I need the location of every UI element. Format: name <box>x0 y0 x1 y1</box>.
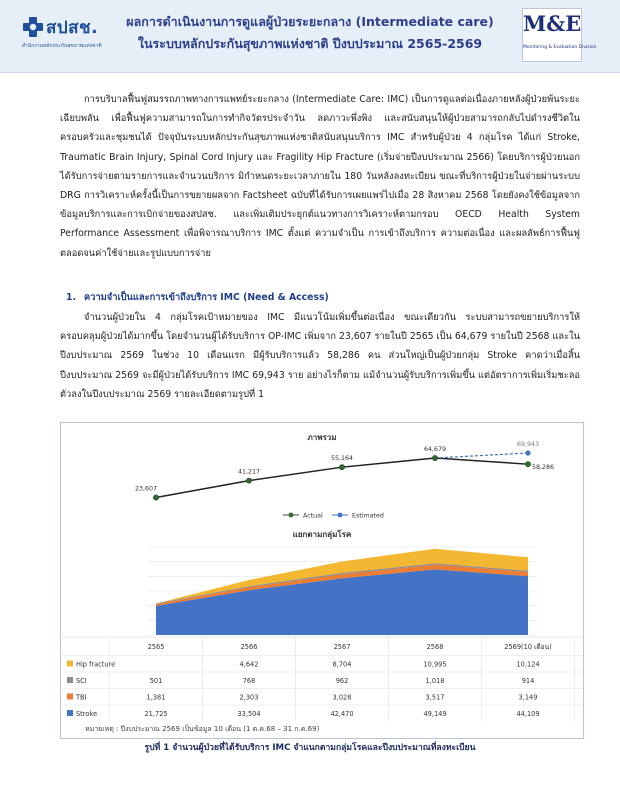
table-column-header: 2569(10 เดือน) <box>504 643 552 651</box>
legend-estimated-swatch <box>338 513 343 518</box>
actual-series-line <box>156 458 528 497</box>
table-legend-label: Hip fracture <box>76 660 116 669</box>
actual-point <box>525 462 530 467</box>
figure-panel <box>60 422 584 739</box>
me-logo-subtitle: Monitoring & Evaluation Division <box>523 45 597 50</box>
table-legend-label: Stroke <box>76 710 98 718</box>
table-cell-value: 10,124 <box>516 660 540 669</box>
estimated-point <box>525 450 530 455</box>
actual-value-label: 41,217 <box>237 468 261 476</box>
table-column-header: 2566 <box>240 643 258 651</box>
actual-value-label: 23,607 <box>134 485 158 493</box>
table-cell-value: 8,704 <box>332 660 352 669</box>
title-line-1: ผลการดำเนินงานการดูแลผู้ป่วยระยะกลาง (Intermediate care) <box>126 14 494 29</box>
table-cell-value: 42,470 <box>330 710 354 718</box>
actual-point <box>339 465 344 470</box>
figure-chart <box>61 423 583 738</box>
actual-point <box>432 455 437 460</box>
title-line-2: ในระบบหลักประกันสุขภาพแห่งชาติ ปีงบประมาณ 2565-2569 <box>137 36 483 51</box>
nhso-logo-name: สปสช. <box>46 18 99 38</box>
actual-value-label: 58,286 <box>532 464 555 472</box>
table-cell-value: 1,018 <box>425 677 445 685</box>
table-cell-value: 3,028 <box>332 693 352 702</box>
nhso-logo-subtitle: สำนักงานหลักประกันสุขภาพแห่งชาติ <box>22 43 102 49</box>
nhso-logo <box>22 14 110 54</box>
intro-paragraph: การบริบาลฟื้นฟูสมรรถภาพทางการแพทย์ระยะกลาง (Intermediate Care: IMC) เป็นการดูแลต่อเนื่องภายหลังผู้ป่วยพ้นระยะเฉียบพลัน เพื่อฟื้นฟูความสามารถในการทำกิจวัตรประจำวัน ลดภาวะพึ่งพิง และสนับสนุนให้ผู้ป่วยสามารถกลับไปดำรงชีวิตในครอบครัวและชุมชนได้ ปัจจุบันระบบหลักประกันสุขภาพแห่งชาติสนับสนุนบริการ IMC สำหรับผู้ป่วย 4 กลุ่มโรค ได้แก่ Stroke, Traumatic Brain Injury, Spinal Cord Injury และ Fragility Hip Fracture (เริ่มจ่ายปีงบประมาณ 2566) โดยบริการผู้ป่วยนอกได้รับการจ่ายตามรายการและจำนวนบริการ มิกำหนดระยะเวลาภายใน 180 วันหลังลงทะเบียน ขณะที่บริการผู้ป่วยในจ่ายผ่านระบบ DRG การวิเคราะห์ครั้งนี้เป็นการขยายผลจาก Factsheet ฉบับที่ได้รับการเผยแพร่ไปเมื่อ 28 สิงหาคม 2568 โดยยังคงใช้ข้อมูลจากข้อมูลบริการและการเบิกจ่ายของสปสช. และเพิ่มเติมประยุกต์แนวทางการวิเคราะห์ตามกรอบ OECD Health System Performance Assessment เพื่อพิจารณาบริการ IMC ตั้งแต่ ความจำเป็น การเข้าถึงบริการ ความต่อเนื่อง และผลลัพธ์การฟื้นฟู ตลอดจนค่าใช้จ่ายและรูปแบบการจ่าย <box>60 94 580 259</box>
table-column-header: 2565 <box>147 643 165 651</box>
line-chart-title: ภาพรวม <box>307 433 337 442</box>
table-legend-label: SCI <box>76 677 87 685</box>
table-cell-value: 768 <box>242 677 256 685</box>
table-cell-value: 4,642 <box>239 660 259 669</box>
table-legend-swatch <box>67 694 73 700</box>
section-title: ความจำเป็นและการเข้าถึงบริการ IMC (Need & Access) <box>84 292 329 303</box>
nhso-cross-icon <box>22 16 44 38</box>
table-cell-value: 33,504 <box>237 710 261 718</box>
table-cell-value: 914 <box>521 677 535 685</box>
table-legend-swatch <box>67 677 73 683</box>
table-column-header: 2567 <box>333 643 351 651</box>
section-number: 1. <box>66 292 77 303</box>
table-column-header: 2568 <box>426 643 444 651</box>
figure-caption: รูปที่ 1 จำนวนผู้ป่วยที่ได้รับบริการ IMC จำแนกตามกลุ่มโรคและปีงบประมาณที่ลงทะเบียน <box>144 743 476 753</box>
figure-note: หมายเหตุ : ปีงบประมาณ 2569 เป็นข้อมูล 10 เดือน (1 ต.ค.68 – 31 ก.ค.69) <box>85 725 320 733</box>
table-legend-swatch <box>67 661 73 667</box>
actual-point <box>246 478 251 483</box>
estimated-series-line <box>435 453 528 458</box>
me-logo <box>522 8 597 62</box>
legend-actual-swatch <box>289 513 294 518</box>
document-title <box>112 11 508 55</box>
table-cell-value: 3,517 <box>425 693 445 702</box>
page-header <box>0 0 620 73</box>
table-cell-value: 49,149 <box>423 710 447 718</box>
table-cell-value: 501 <box>149 677 163 685</box>
area-chart-title: แยกตามกลุ่มโรค <box>292 530 352 539</box>
estimated-value-label: 69,943 <box>516 440 540 448</box>
me-logo-text: M&E <box>523 11 582 36</box>
table-cell-value: 962 <box>335 677 349 685</box>
legend-actual-label: Actual <box>303 512 323 520</box>
area-layer-stroke <box>156 569 528 635</box>
table-cell-value: 2,303 <box>239 693 259 702</box>
table-cell-value: 1,381 <box>146 693 166 702</box>
table-cell-value: 3,149 <box>518 693 538 702</box>
actual-point <box>153 495 158 500</box>
table-legend-label: TBI <box>76 693 87 702</box>
actual-value-label: 64,679 <box>423 446 447 454</box>
table-cell-value: 21,725 <box>144 710 168 718</box>
actual-value-label: 55,164 <box>330 455 354 463</box>
access-paragraph: จำนวนผู้ป่วยใน 4 กลุ่มโรคเป้าหมายของ IMC มีแนวโน้มเพิ่มขึ้นต่อเนื่อง ขณะเดียวกัน ระบบสามารถขยายบริการให้ครอบคลุมผู้ป่วยได้มากขึ้น โดยจำนวนผู้ได้รับบริการ OP-IMC เพิ่มจาก 23,607 รายในปี 2565 เป็น 64,679 รายในปี 2568 และในปีงบประมาณ 2569 ในช่วง 10 เดือนแรก มีผู้รับบริการแล้ว 58,286 คน ส่วนใหญ่เป็นผู้ป่วยกลุ่ม Stroke คาดว่าเมื่อสิ้นปีงบประมาณ 2569 จะมีผู้ป่วยได้รับบริการ IMC 69,943 ราย อย่างไรก็ตาม แม้จำนวนผู้รับบริการเพิ่มขึ้น แต่อัตราการเพิ่มเริ่มชะลอตัวลงในปีงบประมาณ 2569 รายละเอียดตามรูปที่ 1 <box>60 312 580 400</box>
legend-estimated-label: Estimated <box>352 512 384 520</box>
table-cell-value: 10,995 <box>423 660 447 669</box>
section-heading <box>66 290 329 305</box>
table-cell-value: 44,109 <box>516 710 540 718</box>
table-legend-swatch <box>67 710 73 716</box>
